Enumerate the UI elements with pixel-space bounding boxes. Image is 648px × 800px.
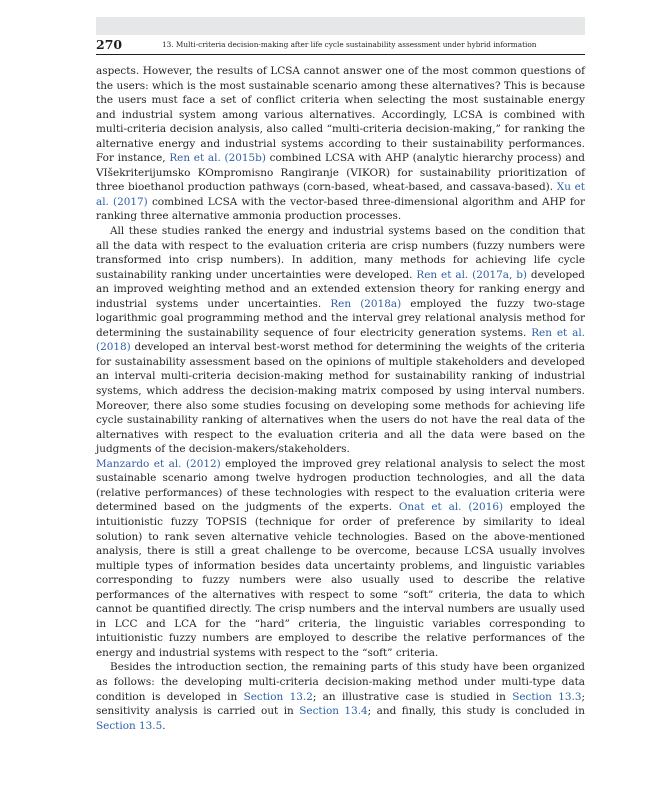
- running-head: 13. Multi-criteria decision-making after life cycle sustainability assessment under hybrid information: [162, 40, 537, 49]
- body-text: [96, 64, 585, 733]
- paragraph-text: .: [162, 719, 166, 732]
- citation-link[interactable]: Ren et al. (2017a, b): [416, 268, 527, 281]
- paragraph-text: ; an illustrative case is studied in: [312, 690, 513, 703]
- paragraph: [96, 64, 585, 224]
- citation-link[interactable]: Section 13.2: [243, 690, 313, 703]
- citation-link[interactable]: Section 13.3: [512, 690, 582, 703]
- citation-link[interactable]: Xu et al. (2017): [96, 181, 585, 208]
- paragraph: [96, 457, 585, 661]
- paragraph-text: employed the fuzzy two-stage logarithmic goal programming method and the interval grey relational analysis method for determining the sustainability sequence of four electricity generation systems.: [96, 297, 585, 339]
- paragraph-text: combined LCSA with AHP (analytic hierarchy process) and VIšekriterijumsko KOmpromisno Rangiranje (VIKOR) for sustainability prioritization of three bioethanol production pathways (corn-based, wheat-based, and cassava-based).: [96, 152, 585, 194]
- citation-link[interactable]: Onat et al. (2016): [398, 501, 504, 514]
- citation-link[interactable]: Section 13.4: [299, 705, 368, 718]
- paragraph-text: Besides the introduction section, the remaining parts of this study have been organized as follows: the developing multi-criteria decision-making method under multi-type data condition is developed in: [96, 661, 585, 703]
- citation-link[interactable]: Manzardo et al. (2012): [96, 457, 221, 470]
- header-band: [96, 17, 585, 35]
- paragraph-text: developed an interval best-worst method for determining the weights of the criteria for sustainability assessment based on the opinions of multiple stakeholders and developed an interval multi-criteria decision-making method for sustainability ranking of industrial systems, which address the decision-making matrix composed by using interval numbers. Moreover, there also some studies focusing on developing some methods for achieving life cycle sustainability ranking of alternatives when the users do not have the real data of the alternatives with respect to the evaluation criteria and all the data were based on the judgments of the decision-makers/stakeholders.: [96, 341, 585, 456]
- paragraph-text: aspects. However, the results of LCSA cannot answer one of the most common questions of the users: which is the most sustainable scenario among these alternatives? This is because the users must face a set of conflict criteria when selecting the most sustainable energy and industrial system among various alternatives. Accordingly, LCSA is combined with multi-criteria decision analysis, also called “multi-criteria decision-making,” for ranking the alternative energy and industrial systems according to their sustainability performances. For instance,: [96, 65, 585, 165]
- page-number: 270: [96, 37, 123, 52]
- paragraph-text: developed an improved weighting method and an extended extension theory for ranking energy and industrial systems under uncertainties.: [96, 268, 585, 310]
- citation-link[interactable]: Section 13.5: [96, 719, 163, 732]
- citation-link[interactable]: Ren et al. (2015b): [169, 152, 266, 165]
- paragraph-text: ; and finally, this study is concluded in: [367, 705, 585, 718]
- paragraph-text: ; sensitivity analysis is carried out in: [96, 690, 585, 718]
- citation-link[interactable]: Ren (2018a): [330, 297, 402, 310]
- paragraph-text: All these studies ranked the energy and industrial systems based on the condition that all the data with respect to the evaluation criteria are crisp numbers (fuzzy numbers were transformed into crisp numbers). In addition, many methods for achieving life cycle sustainability ranking under uncertainties were developed.: [96, 225, 585, 281]
- page-header: [96, 36, 585, 55]
- citation-link[interactable]: Ren et al. (2018): [96, 326, 585, 354]
- paragraph: [96, 224, 585, 457]
- paragraph-text: employed the intuitionistic fuzzy TOPSIS (technique for order of preference by similarity to ideal solution) to rank seven alternative vehicle technologies. Based on the above-mentioned analysis, there is still a great challenge to be overcome, because LCSA usually involves multiple types of information besides data uncertainty problems, and linguistic variables corresponding to fuzzy numbers were also usually used to describe the relative performances of the alternatives with respect to some “soft” criteria, the data to which cannot be quantified directly. The crisp numbers and the interval numbers are usually used in LCC and LCA for the “hard” criteria, the linguistic variables corresponding to intuitionistic fuzzy numbers are employed to describe the relative performances of the energy and industrial systems with respect to the “soft” criteria.: [96, 501, 585, 659]
- paragraph: [96, 660, 585, 733]
- paragraph-text: combined LCSA with the vector-based three-dimensional algorithm and AHP for ranking three alternative ammonia production processes.: [96, 195, 585, 223]
- paragraph-text: employed the improved grey relational analysis to select the most sustainable scenario among twelve hydrogen production technologies, and all the data (relative performances) of these technologies with respect to the evaluation criteria were determined based on the judgments of the experts.: [96, 457, 586, 514]
